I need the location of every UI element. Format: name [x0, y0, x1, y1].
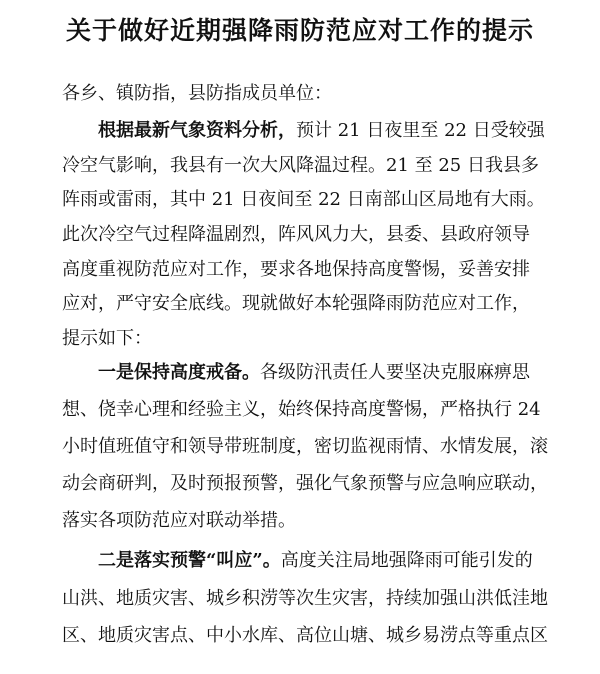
paragraph-text: 预计 21 日夜里至 22 日受较强: [296, 120, 545, 141]
paragraph-line: 应对，严守安全底线。现就做好本轮强降雨防范应对工作，: [62, 293, 530, 315]
paragraph-text: 高度关注局地强降雨可能引发的: [280, 550, 533, 571]
paragraph-line: 小时值班值守和领导带班制度，密切监视雨情、水情发展，滚: [62, 436, 548, 457]
paragraph-lead: 一是保持高度戒备。: [98, 362, 260, 383]
paragraph-line: 山洪、地质灾害、城乡积涝等次生灾害，持续加强山洪低洼地: [62, 587, 548, 609]
paragraph-line: 冷空气影响，我县有一次大风降温过程。21 至 25 日我县多: [62, 154, 539, 176]
paragraph-warning-response: [62, 542, 562, 655]
paragraph-line: 想、侥幸心理和经验主义，始终保持高度警惕，严格执行 24: [62, 399, 541, 420]
paragraph-line: 提示如下：: [62, 328, 152, 350]
paragraph-lead: 根据最新气象资料分析，: [98, 120, 296, 141]
paragraph-lead: 二是落实预警“叫应”。: [98, 550, 281, 571]
paragraph-weather-analysis: [62, 114, 562, 357]
paragraph-line: [62, 542, 562, 580]
paragraph-line: [62, 114, 562, 149]
paragraph-line: 此次冷空气过程降温剧烈，阵风风力大，县委、县政府领导: [62, 224, 530, 246]
paragraph-line: 阵雨或雷雨，其中 21 日夜间至 22 日南部山区局地有大雨。: [62, 189, 545, 211]
paragraph-line: 高度重视防范应对工作，要求各地保持高度警惕，妥善安排: [62, 258, 530, 280]
paragraph-line: 区、地质灾害点、中小水库、高位山塘、城乡易涝点等重点区: [62, 625, 548, 646]
paragraph-high-alert: [62, 354, 562, 539]
salutation: 各乡、镇防指，县防指成员单位：: [62, 83, 332, 104]
paragraph-text: 各级防汛责任人要坚决克服麻痹思: [260, 362, 530, 383]
paragraph-line: 落实各项防范应对联动举措。: [62, 510, 296, 531]
paragraph-line: 动会商研判，及时预报预警，强化气象预警与应急响应联动，: [62, 473, 548, 494]
document-title: 关于做好近期强降雨防范应对工作的提示: [65, 16, 534, 45]
paragraph-line: [62, 354, 562, 391]
